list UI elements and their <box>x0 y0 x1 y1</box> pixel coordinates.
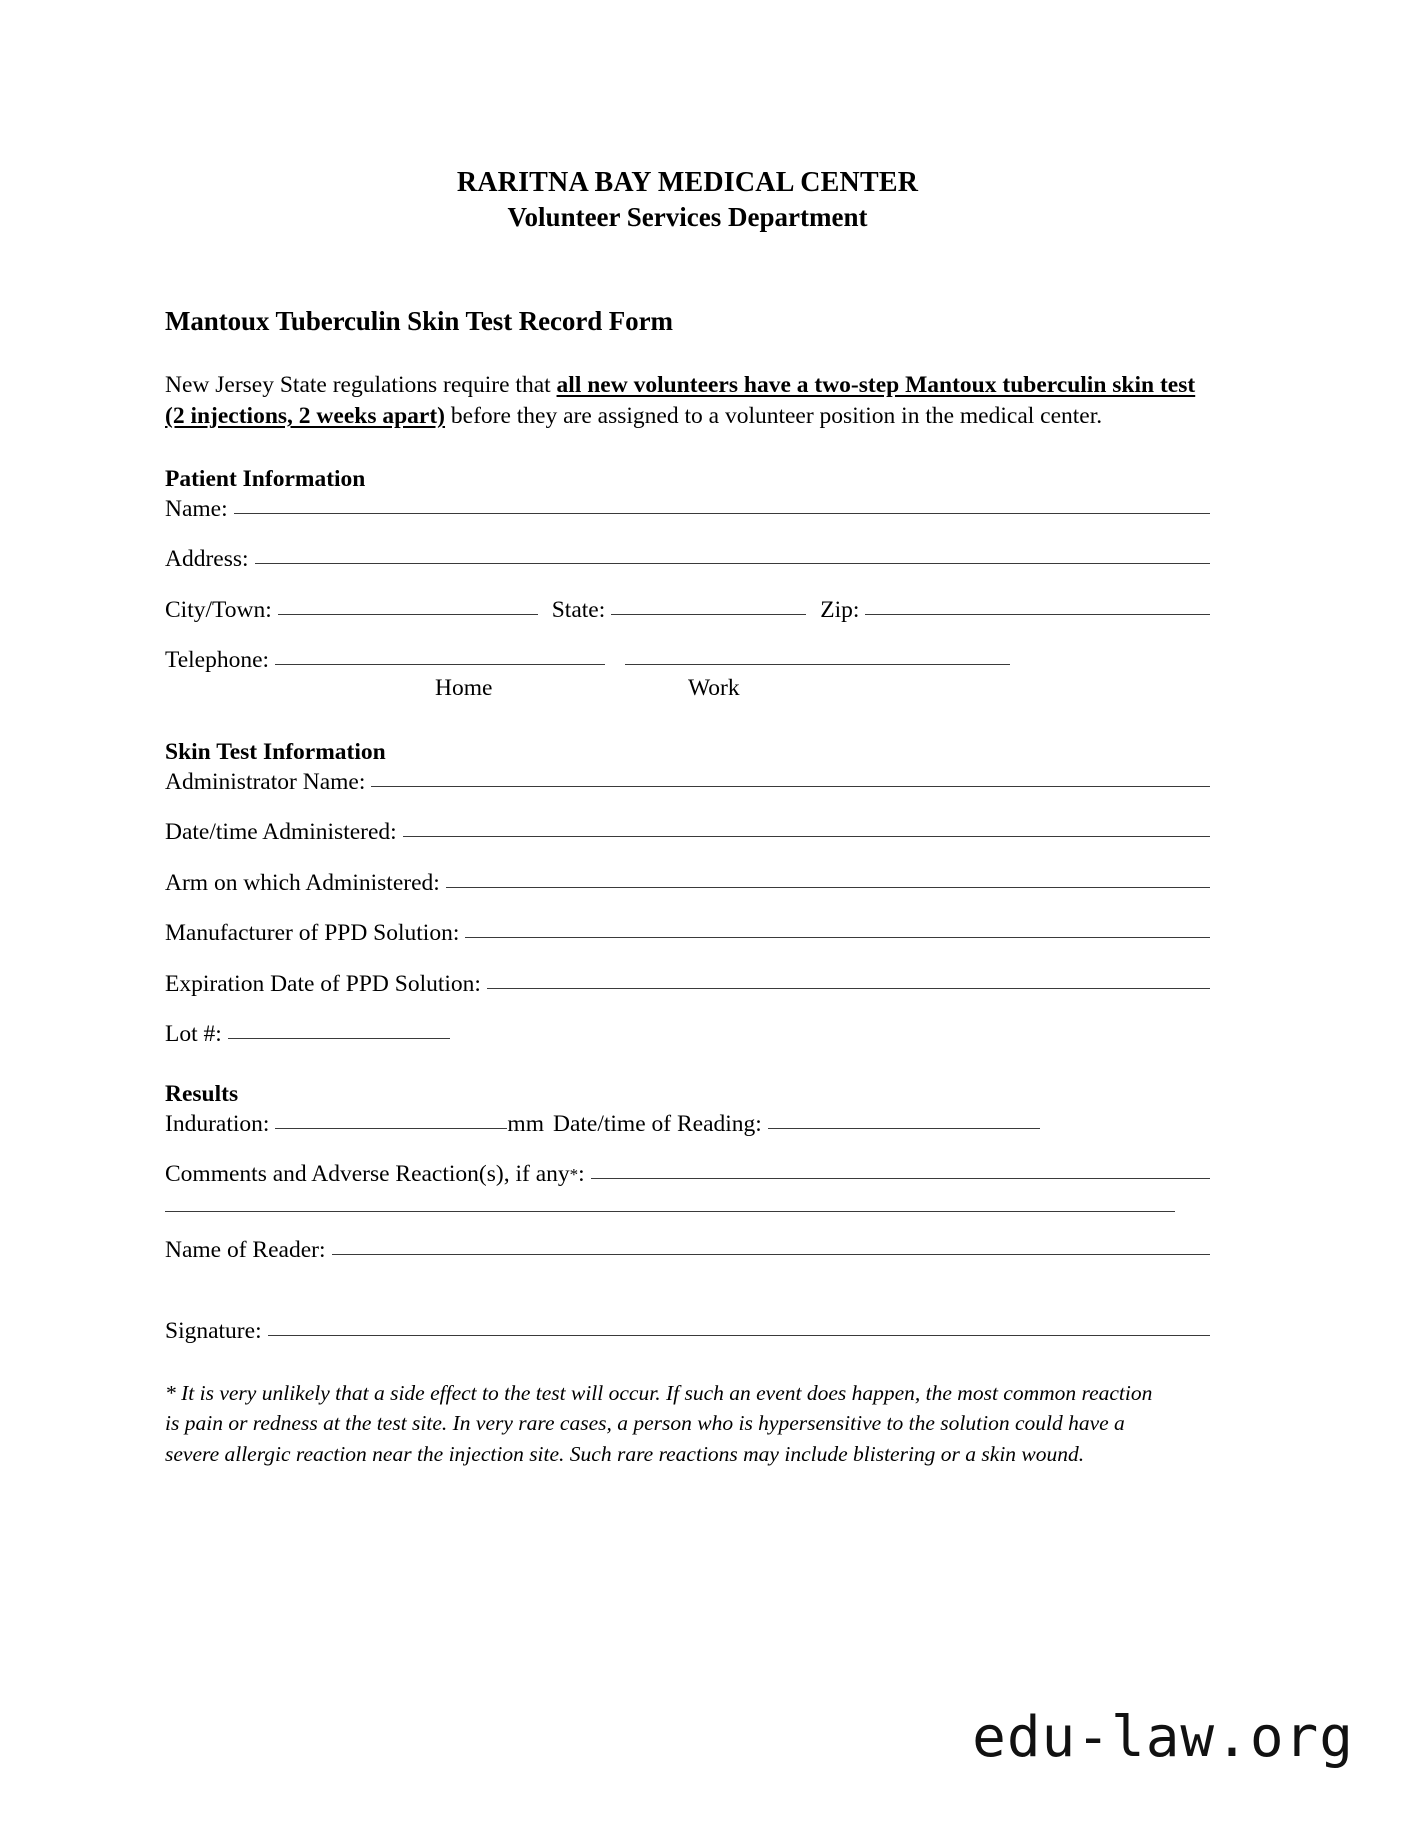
name-of-reader-input[interactable] <box>332 1254 1210 1255</box>
zip-label: Zip: <box>820 596 860 623</box>
manufacturer-input[interactable] <box>465 937 1210 938</box>
arm-administered-input[interactable] <box>446 887 1210 888</box>
section-heading-patient-information: Patient Information <box>165 465 366 492</box>
comments-input[interactable] <box>591 1178 1210 1179</box>
field-row-name-of-reader <box>165 1236 1210 1263</box>
name-input[interactable] <box>234 513 1210 514</box>
field-row-manufacturer <box>165 922 1210 946</box>
field-row-address <box>165 548 1210 572</box>
date-time-administered-input[interactable] <box>403 836 1210 837</box>
intro-paragraph <box>165 370 1210 432</box>
state-label: State: <box>551 596 606 623</box>
zip-input[interactable] <box>865 614 1210 615</box>
comments-label: Comments and Adverse Reaction(s), if any <box>165 1161 570 1188</box>
intro-text-before: New Jersey State regulations require that <box>165 371 557 398</box>
comments-colon: : <box>578 1161 585 1188</box>
induration-label: Induration: <box>165 1110 270 1137</box>
expiration-date-label: Expiration Date of PPD Solution: <box>165 970 481 997</box>
telephone-home-input[interactable] <box>275 664 605 665</box>
telephone-sub-labels <box>165 675 1210 705</box>
date-time-reading-label: Date/time of Reading: <box>552 1110 762 1137</box>
address-input[interactable] <box>255 563 1210 564</box>
lot-number-input[interactable] <box>228 1038 450 1039</box>
field-row-administrator-name <box>165 768 1210 795</box>
state-input[interactable] <box>611 614 806 615</box>
watermark-edu-law: edu-law.org <box>972 1705 1354 1770</box>
intro-text-emphasis: all new volunteers have a two-step Mantoux tuberculin skin test (2 injections, 2 weeks apart) <box>165 371 1196 429</box>
telephone-work-label: Work <box>688 674 740 701</box>
comments-input-line-2[interactable] <box>165 1211 1175 1212</box>
date-time-administered-label: Date/time Administered: <box>165 819 397 846</box>
field-row-telephone <box>165 649 1210 673</box>
field-row-signature <box>165 1320 1210 1344</box>
date-time-reading-input[interactable] <box>768 1128 1040 1129</box>
telephone-label: Telephone: <box>165 647 270 674</box>
manufacturer-label: Manufacturer of PPD Solution: <box>165 920 460 947</box>
field-row-city-state-zip <box>165 596 1210 623</box>
arm-administered-label: Arm on which Administered: <box>165 869 440 896</box>
signature-input[interactable] <box>268 1335 1210 1336</box>
address-label: Address: <box>165 546 249 573</box>
field-row-date-time-administered <box>165 821 1210 845</box>
field-row-lot-number <box>165 1023 1210 1047</box>
expiration-date-input[interactable] <box>487 988 1210 989</box>
section-heading-results: Results <box>165 1080 239 1107</box>
telephone-home-label: Home <box>435 674 493 701</box>
footnote-text: * It is very unlikely that a side effect to the test will occur. If such an event does happen, the most common reaction is pain or redness at the test site. In very rare cases, a person who is hypersensitive to the solution could have a severe allergic reaction near the injection site. Such rare reactions may include blistering or a skin wound. <box>165 1380 1153 1466</box>
department-name: Volunteer Services Department <box>507 202 868 233</box>
city-input[interactable] <box>278 614 538 615</box>
induration-input[interactable] <box>275 1128 507 1129</box>
comments-asterisk: * <box>569 1165 579 1185</box>
field-row-name <box>165 495 1210 522</box>
name-label: Name: <box>165 495 228 522</box>
signature-label: Signature: <box>165 1318 262 1345</box>
field-row-arm-administered <box>165 869 1210 896</box>
induration-unit-label: mm <box>507 1110 544 1137</box>
administrator-name-label: Administrator Name: <box>165 768 366 795</box>
field-row-induration <box>165 1110 1210 1137</box>
administrator-name-input[interactable] <box>371 786 1210 787</box>
document-header <box>165 166 1210 234</box>
organization-name: RARITNA BAY MEDICAL CENTER <box>456 167 919 198</box>
name-of-reader-label: Name of Reader: <box>165 1236 326 1263</box>
telephone-work-input[interactable] <box>625 664 1010 665</box>
document-content <box>165 0 1210 1469</box>
intro-text-after: before they are assigned to a volunteer position in the medical center. <box>445 402 1103 429</box>
city-label: City/Town: <box>165 596 272 623</box>
field-row-comments <box>165 1163 1210 1187</box>
form-title: Mantoux Tuberculin Skin Test Record Form <box>165 305 673 336</box>
section-heading-skin-test-information: Skin Test Information <box>165 738 386 765</box>
lot-number-label: Lot #: <box>165 1021 222 1048</box>
field-row-expiration-date <box>165 970 1210 997</box>
